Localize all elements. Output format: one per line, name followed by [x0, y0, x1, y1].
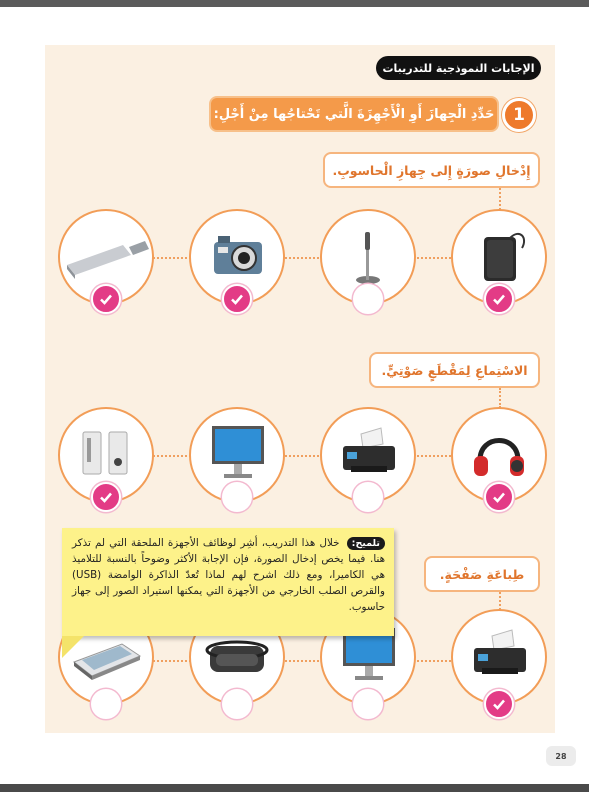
- question-text: حَدِّدِ الْجِهازَ أَوِ الْأَجْهِزَةَ الَّتي تَحْتاجُها مِنْ أَجْلِ:: [209, 96, 499, 132]
- note-fold: [62, 636, 84, 658]
- check-1-4[interactable]: [91, 284, 121, 314]
- page-header: الإجابات النموذجية للتدريبات: [376, 56, 541, 80]
- checkmark-icon: [491, 489, 507, 505]
- headphones-icon: [464, 420, 534, 490]
- speakers-icon: [69, 418, 143, 492]
- check-3-4[interactable]: [91, 689, 121, 719]
- section-2-title: الاسْتِماعِ لِمَقْطَعٍ صَوْتِيٍّ.: [369, 352, 540, 388]
- section-3-title: طِباعَةِ صَفْحَةٍ.: [424, 556, 540, 592]
- check-3-2[interactable]: [353, 689, 383, 719]
- check-1-3[interactable]: [222, 284, 252, 314]
- checkmark-icon: [98, 489, 114, 505]
- checkmark-icon: [491, 696, 507, 712]
- tip-label: تلميح:: [347, 537, 385, 550]
- monitor-icon: [200, 418, 274, 492]
- connector: [499, 592, 501, 610]
- check-2-1[interactable]: [484, 482, 514, 512]
- checkmark-icon: [491, 291, 507, 307]
- checkmark-icon: [98, 291, 114, 307]
- microphone-icon: [333, 222, 403, 292]
- check-3-1[interactable]: [484, 689, 514, 719]
- check-1-2[interactable]: [353, 284, 383, 314]
- usb-flash-drive-icon: [61, 227, 151, 287]
- connector: [499, 188, 501, 210]
- check-1-1[interactable]: [484, 284, 514, 314]
- printer-icon: [462, 620, 536, 694]
- checkmark-icon: [229, 291, 245, 307]
- question-number: 1: [502, 98, 536, 132]
- top-bar: [0, 0, 589, 7]
- tip-text: خلال هذا التدريب، أشِر لوظائف الأجهزة الملحقة التي لم تذكر هنا. فيما يخص إدخال الصورة، فإن الإجابة الأكثر وضوحاً بالنسبة للتلاميذ هي الكاميرا، ومع ذلك اشرح لهم لماذا تُعدّ الذاكرة الوامضة (USB) والقرص الصلب الخارجي من الأجهزة التي يمكنها استيراد الصور إلى جهاز حاسوب.: [72, 537, 385, 613]
- check-3-3[interactable]: [222, 689, 252, 719]
- connector: [499, 388, 501, 408]
- external-hard-drive-icon: [464, 222, 534, 292]
- page-number: 28: [546, 746, 576, 766]
- camera-icon: [200, 220, 274, 294]
- section-1-title: إِدْخالِ صورَةٍ إِلى جِهازِ الْحاسوبِ.: [323, 152, 540, 188]
- check-2-2[interactable]: [353, 482, 383, 512]
- check-2-4[interactable]: [91, 482, 121, 512]
- printer-icon: [331, 418, 405, 492]
- tip-note: [62, 528, 394, 636]
- check-2-3[interactable]: [222, 482, 252, 512]
- bottom-bar: [0, 784, 589, 792]
